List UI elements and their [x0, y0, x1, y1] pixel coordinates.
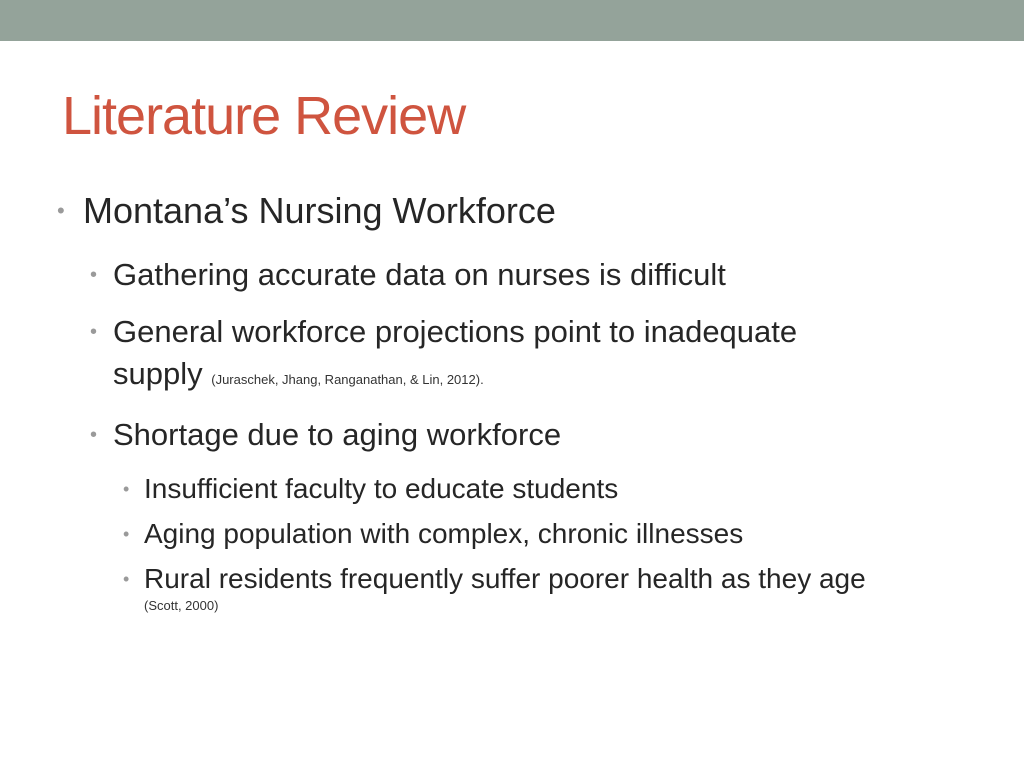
slide-title: Literature Review — [62, 86, 466, 146]
bullet-gathering-data — [90, 254, 726, 296]
citation-juraschek: (Juraschek, Jhang, Ranganathan, & Lin, 2012). — [211, 372, 484, 387]
bullet-rural-residents — [123, 562, 866, 596]
bullet-text: Aging population with complex, chronic illnesses — [144, 518, 744, 549]
bullet-dot: • — [123, 569, 130, 589]
top-accent-bar — [0, 0, 1024, 41]
bullet-montana-workforce — [57, 190, 556, 232]
bullet-dot: • — [90, 264, 98, 286]
bullet-text: Shortage due to aging workforce — [113, 417, 562, 452]
bullet-text: Insufficient faculty to educate students — [144, 473, 619, 504]
bullet-insufficient-faculty — [123, 472, 619, 506]
bullet-text: Gathering accurate data on nurses is difficult — [113, 257, 726, 292]
bullet-workforce-projections-cont — [113, 353, 484, 401]
bullet-workforce-projections — [90, 311, 798, 353]
bullet-aging-population — [123, 517, 744, 551]
citation-scott: (Scott, 2000) — [144, 598, 219, 613]
bullet-dot: • — [123, 479, 130, 499]
bullet-dot: • — [90, 321, 98, 343]
bullet-dot: • — [90, 424, 98, 446]
bullet-aging-workforce — [90, 414, 562, 456]
bullet-text-line1: General workforce projections point to inadequate — [113, 314, 798, 349]
bullet-text: Montana’s Nursing Workforce — [83, 190, 556, 231]
bullet-dot: • — [123, 524, 130, 544]
bullet-dot: • — [57, 198, 65, 223]
bullet-text: Rural residents frequently suffer poorer health as they age — [144, 563, 866, 594]
bullet-text-line2: supply — [113, 356, 203, 391]
